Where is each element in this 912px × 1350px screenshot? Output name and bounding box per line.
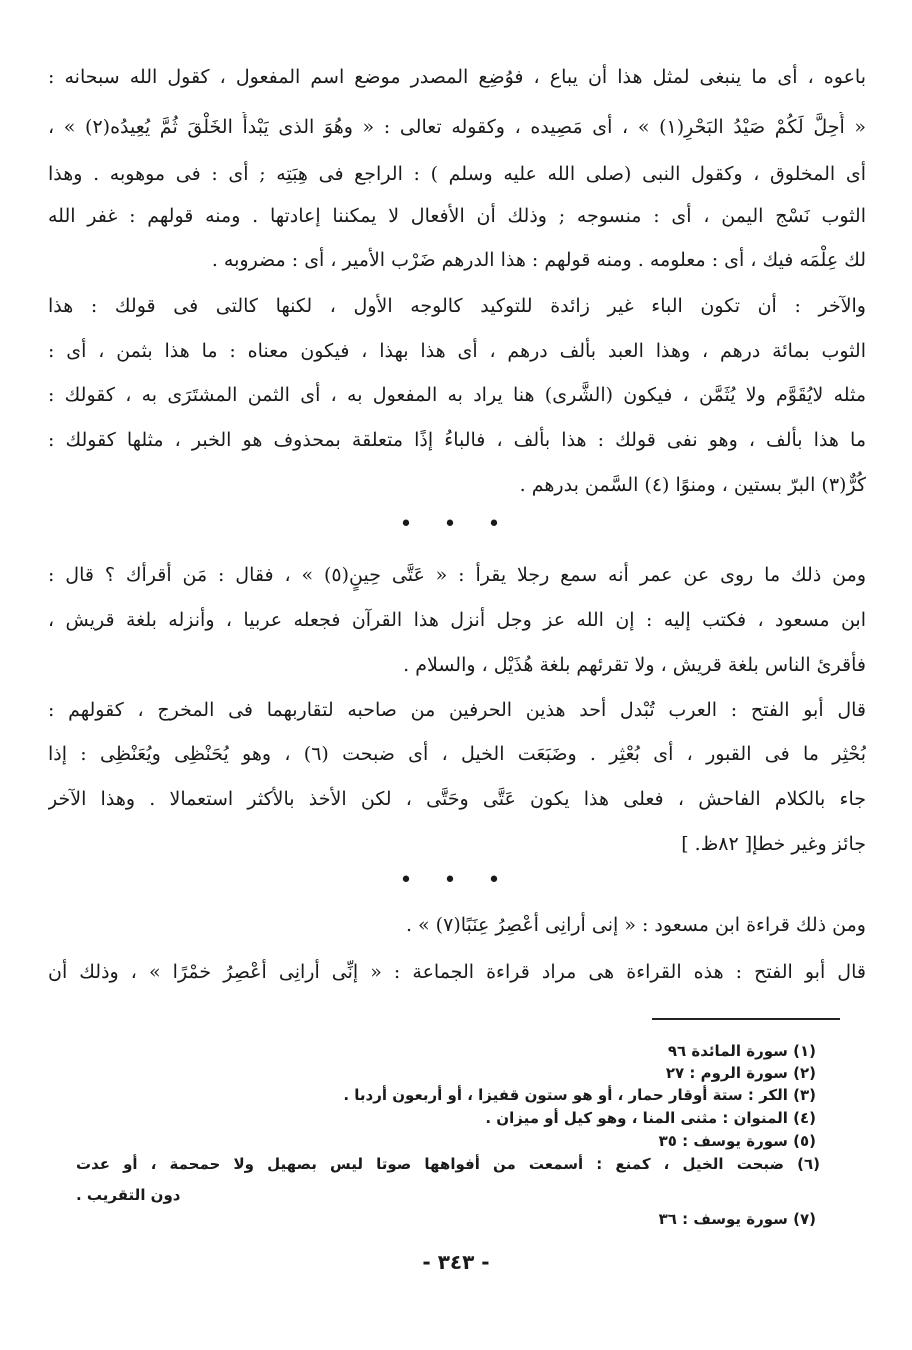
body-line: قال أبو الفتح : العرب تُبْدل أحد هذين الحرفين من صاحبه لتقاربهما فى المخرج ، كقولهم : [48,699,866,721]
body-line: بُحْثِر ما فى القبور ، أى بُعْثِر . وضَبَعَت الخيل ، أى ضبحت (٦) ، وهو يُحَنْظِى ويُعَنْظِى : إذا [48,743,866,765]
body-line: ابن مسعود ، فكتب إليه : إن الله عز وجل أنزل هذا القرآن فجعله عربيا ، وأنزله بلغة قريش ، [48,609,866,631]
footnote-rule [652,1018,840,1020]
section-separator: • • • [399,868,513,893]
body-line: ومن ذلك ما روى عن عمر أنه سمع رجلا يقرأ : « عَتَّى حِينٍ(٥) » ، فقال : مَن أقرأك ؟ قال : [48,564,866,586]
footnote: (٧) سورة يوسف : ٣٦ [658,1210,816,1228]
footnote: (٣) الكر : ستة أوقار حمار ، أو هو ستون قفيزا ، أو أربعون أردبا . [343,1086,816,1104]
footnote: (٦) ضبحت الخيل ، كمنع : أسمعت من أفواهها صوتا ليس بصهيل ولا حمحمة ، أو عدت [76,1155,820,1173]
footnote-continuation: دون التقريب . [76,1186,181,1204]
section-separator: • • • [399,512,513,537]
body-line: ومن ذلك قراءة ابن مسعود : « إنى أرانِى أعْصِرُ عِنَبًا(٧) » . [405,914,866,936]
body-line: كُرٌّ(٣) البرّ بستين ، ومنوًا (٤) السَّمن بدرهم . [519,474,866,496]
page-number: - ٣٤٣ - [422,1250,490,1274]
body-line: « أُحِلَّ لَكُمْ صَيْدُ البَحْرِ(١) » ، أى مَصِيده ، وكقوله تعالى : « وهُوَ الذى يَبْدأُ الخَلْقَ ثُمَّ يُعِيدُه(٢) » ، [48,116,866,138]
body-line: والآخر : أن تكون الباء غير زائدة للتوكيد كالوجه الأول ، لكنها كالتى فى قولك : هذا [48,295,866,317]
body-line: الثوب نَسْج اليمن ، أى : منسوجه ; وذلك أن الأفعال لا يمكننا إعادتها . ومنه قولهم : غفر الله [48,205,866,227]
body-line: ما هذا بألف ، وهو نفى قولك : هذا بألف ، فالباءُ إذًا متعلقة بمحذوف هو الخبر ، مثلها كقولك : [48,429,866,451]
body-line: الثوب بمائة درهم ، وهذا العبد بألف درهم ، أى هذا بهذا ، فيكون معناه : ما هذا بثمن ، أى : [48,340,866,362]
body-line: أى المخلوق ، وكقول النبى (صلى الله عليه وسلم ) : الراجع فى هِبَتِه ; أى : فى موهوبه . وهذا [48,163,866,185]
body-line: مثله لايُقَوَّم ولا يُثَمَّن ، فيكون (الشَّرى) هنا يراد به المفعول به ، أى الثمن المشتَرَى به ، كقولك : [48,384,866,406]
body-line: جائز وغير خطإ[ ٨٢ظ. ] [681,833,866,855]
body-line: قال أبو الفتح : هذه القراءة هى مراد قراءة الجماعة : « إنِّى أرانِى أعْصِرُ خمْرًا » ، وذلك أن [48,961,866,983]
footnote: (٢) سورة الروم : ٢٧ [665,1064,816,1082]
footnote: (٤) المنوان : مثنى المنا ، وهو كيل أو ميزان . [485,1109,816,1127]
body-line: فأقرئ الناس بلغة قريش ، ولا تقرئهم بلغة هُذَيْل ، والسلام . [403,654,866,676]
body-line: لك عِلْمَه فيك ، أى : معلومه . ومنه قولهم : هذا الدرهم ضَرْب الأمير ، أى : مضروبه . [211,249,866,271]
body-line: باعوه ، أى ما ينبغى لمثل هذا أن يباع ، فوُضِع المصدر موضع اسم المفعول ، كقول الله سبحانه : [48,66,866,88]
footnote: (٥) سورة يوسف : ٣٥ [658,1132,816,1150]
footnote: (١) سورة المائدة ٩٦ [667,1042,816,1060]
body-line: جاء بالكلام الفاحش ، فعلى هذا يكون عَتَّى وحَتَّى ، لكن الأخذ بالأكثر استعمالا . وهذا الآخر [48,788,866,810]
